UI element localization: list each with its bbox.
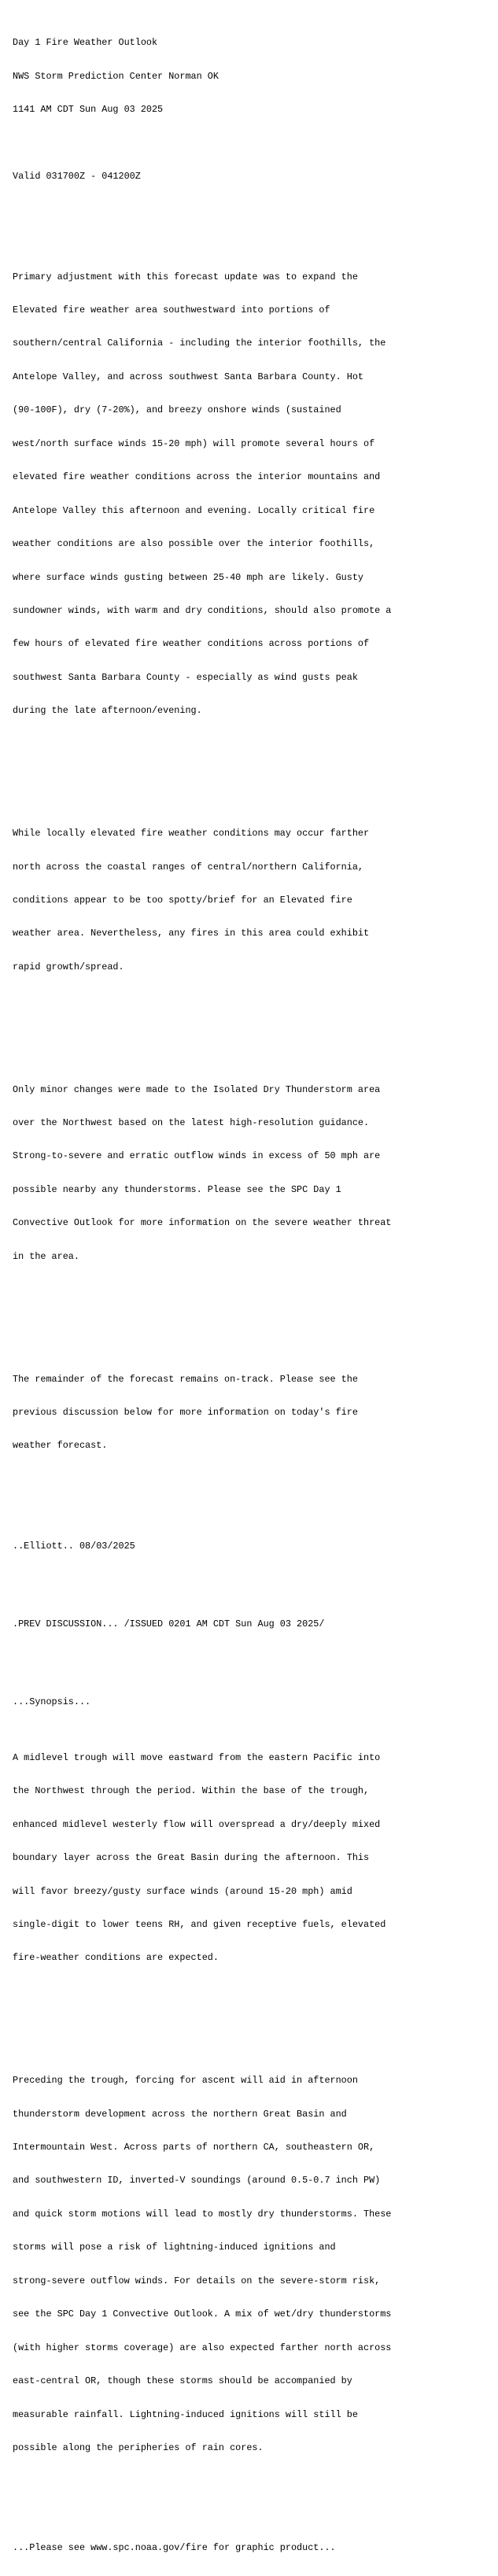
text-line: While locally elevated fire weather conditions may occur farther xyxy=(13,828,370,840)
update-paragraph-remainder xyxy=(13,1351,494,1474)
text-line: and quick storm motions will lead to mostly dry thunderstorms. These xyxy=(13,2208,392,2220)
synopsis-heading: ...Synopsis... xyxy=(13,1696,91,1707)
text-line: west/north surface winds 15-20 mph) will promote several hours of xyxy=(13,437,375,449)
fire-weather-outlook-document xyxy=(13,15,494,2576)
issuing-office: NWS Storm Prediction Center Norman OK xyxy=(13,70,219,82)
text-line: previous discussion below for more information on today's fire xyxy=(13,1406,358,1418)
text-line: see the SPC Day 1 Convective Outlook. A mix of wet/dry thunderstorms xyxy=(13,2308,392,2320)
issued-time: 1141 AM CDT Sun Aug 03 2025 xyxy=(13,104,164,116)
text-line: few hours of elevated fire weather conditions across portions of xyxy=(13,638,370,650)
text-line: single-digit to lower teens RH, and given receptive fuels, elevated xyxy=(13,1918,386,1930)
forecaster-signature: ..Elliott.. 08/03/2025 xyxy=(13,1540,135,1552)
text-line: conditions appear to be too spotty/brief for an Elevated fire xyxy=(13,894,352,906)
text-line: enhanced midlevel westerly flow will overspread a dry/deeply mixed xyxy=(13,1818,381,1830)
spacer xyxy=(13,1574,494,1585)
text-line: Elevated fire weather area southwestward into portions of xyxy=(13,304,330,316)
text-line: A midlevel trough will move eastward from the eastern Pacific into xyxy=(13,1751,381,1763)
text-line: storms will pose a risk of lightning-induced ignitions and xyxy=(13,2242,336,2253)
text-line: possible along the peripheries of rain cores. xyxy=(13,2442,264,2454)
text-line: strong-severe outflow winds. For details on the severe-storm risk, xyxy=(13,2275,381,2286)
text-line: during the late afternoon/evening. xyxy=(13,705,202,717)
text-line: Convective Outlook for more information on the severe weather threat xyxy=(13,1217,392,1229)
spacer xyxy=(13,1017,494,1028)
text-line: in the area. xyxy=(13,1250,79,1262)
text-line: boundary layer across the Great Basin during the afternoon. This xyxy=(13,1852,370,1864)
text-line: sundowner winds, with warm and dry conditions, should also promote a xyxy=(13,605,392,617)
spacer xyxy=(13,1307,494,1318)
text-line: and southwestern ID, inverted-V soundings (around 0.5-0.7 inch PW) xyxy=(13,2175,381,2187)
update-paragraph-dry-thunderstorm xyxy=(13,1061,494,1284)
text-line: Strong-to-severe and erratic outflow winds in excess of 50 mph are xyxy=(13,1150,381,1162)
text-line: The remainder of the forecast remains on-track. Please see the xyxy=(13,1373,358,1385)
update-paragraph-coastal-ranges xyxy=(13,806,494,995)
text-line: southwest Santa Barbara County - especially as wind gusts peak xyxy=(13,671,358,683)
document-title: Day 1 Fire Weather Outlook xyxy=(13,37,158,49)
text-line: (90-100F), dry (7-20%), and breezy onshore winds (sustained xyxy=(13,404,341,416)
thunderstorm-paragraph xyxy=(13,2053,494,2476)
text-line: where surface winds gusting between 25-40 mph are likely. Gusty xyxy=(13,571,363,583)
spacer xyxy=(13,205,494,216)
spacer xyxy=(13,2498,494,2509)
update-paragraph-elevated-area xyxy=(13,249,494,739)
text-line: elevated fire weather conditions across the interior mountains and xyxy=(13,471,381,483)
graphic-product-footer: ...Please see www.spc.noaa.gov/fire for graphic product... xyxy=(13,2542,336,2554)
spacer xyxy=(13,1652,494,1663)
text-line: Only minor changes were made to the Isolated Dry Thunderstorm area xyxy=(13,1083,381,1095)
text-line: measurable rainfall. Lightning-induced ignitions will still be xyxy=(13,2408,358,2420)
text-line: Primary adjustment with this forecast update was to expand the xyxy=(13,271,358,282)
text-line: east-central OR, though these storms should be accompanied by xyxy=(13,2375,352,2387)
previous-discussion-heading: .PREV DISCUSSION... /ISSUED 0201 AM CDT Sun Aug 03 2025/ xyxy=(13,1618,325,1629)
synopsis-paragraph xyxy=(13,1729,494,1985)
spacer xyxy=(13,1496,494,1507)
text-line: thunderstorm development across the northern Great Basin and xyxy=(13,2108,347,2120)
text-line: fire-weather conditions are expected. xyxy=(13,1952,219,1964)
text-line: rapid growth/spread. xyxy=(13,961,124,972)
text-line: weather area. Nevertheless, any fires in this area could exhibit xyxy=(13,928,370,939)
text-line: over the Northwest based on the latest high-resolution guidance. xyxy=(13,1117,370,1129)
text-line: weather conditions are also possible over the interior foothills, xyxy=(13,538,375,550)
text-line: Preceding the trough, forcing for ascent will aid in afternoon xyxy=(13,2075,358,2087)
text-line: weather forecast. xyxy=(13,1440,108,1452)
text-line: Antelope Valley this afternoon and evening. Locally critical fire xyxy=(13,504,375,516)
text-line: Antelope Valley, and across southwest Santa Barbara County. Hot xyxy=(13,371,363,382)
valid-period: Valid 031700Z - 041200Z xyxy=(13,171,141,183)
text-line: Intermountain West. Across parts of northern CA, southeastern OR, xyxy=(13,2142,375,2153)
spacer xyxy=(13,761,494,772)
spacer xyxy=(13,2008,494,2019)
text-line: possible nearby any thunderstorms. Please see the SPC Day 1 xyxy=(13,1183,341,1195)
text-line: southern/central California - including the interior foothills, the xyxy=(13,338,386,349)
spacer xyxy=(13,138,494,149)
text-line: the Northwest through the period. Within the base of the trough, xyxy=(13,1785,370,1797)
text-line: north across the coastal ranges of central/northern California, xyxy=(13,861,363,873)
text-line: will favor breezy/gusty surface winds (around 15-20 mph) amid xyxy=(13,1885,352,1897)
text-line: (with higher storms coverage) are also expected farther north across xyxy=(13,2342,392,2353)
